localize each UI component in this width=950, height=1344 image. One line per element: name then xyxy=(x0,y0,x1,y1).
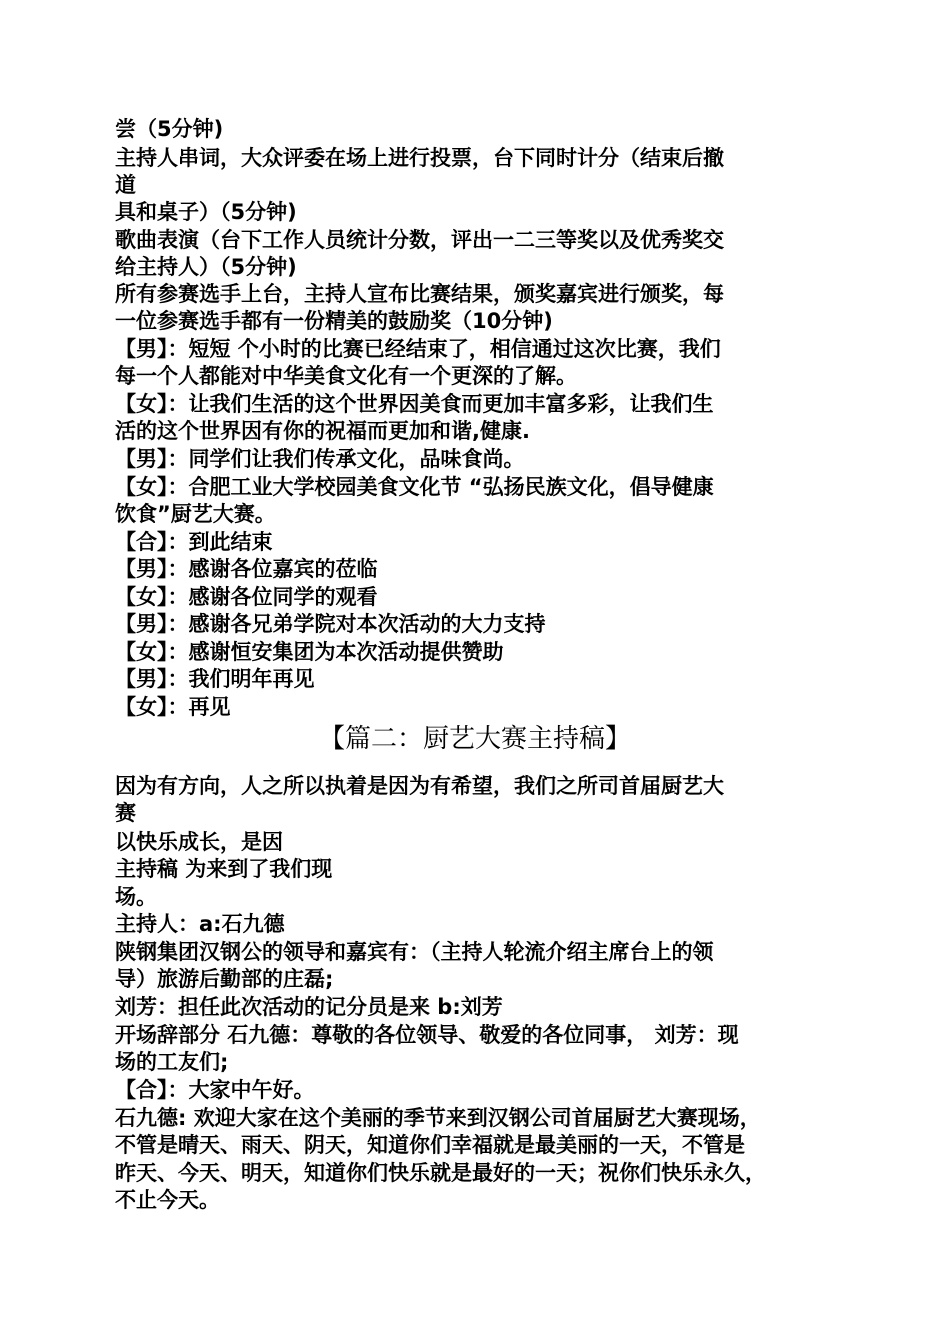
text-line: 具和桌子）（5分钟) xyxy=(115,200,297,224)
text-line: 【男】：感谢各兄弟学院对本次活动的大力支持 xyxy=(115,612,546,636)
text-line: 场的工友们; xyxy=(115,1050,229,1074)
text-line: 刘芳：担任此次活动的记分员是来 b:刘芳 xyxy=(115,995,503,1019)
text-line: 【男】：我们明年再见 xyxy=(115,667,315,691)
section-heading: 【篇二：厨艺大赛主持稿】 xyxy=(318,724,631,754)
text-line: 【男】：感谢各位嘉宾的莅临 xyxy=(115,557,378,581)
text-line: 赛 xyxy=(115,801,136,825)
text-line: 道 xyxy=(115,173,136,197)
text-line: 开场辞部分 石九德：尊敬的各位领导、敬爱的各位同事， 刘芳：现 xyxy=(115,1023,739,1047)
text-line: 主持人串词，大众评委在场上进行投票，台下同时计分（结束后撤 xyxy=(115,146,724,170)
text-line: 【女】：让我们生活的这个世界因美食而更加丰富多彩，让我们生 xyxy=(115,392,714,416)
text-line: 【合】：大家中午好。 xyxy=(115,1078,315,1102)
text-line: 以快乐成长，是因 xyxy=(115,830,283,854)
text-line: 一位参赛选手都有一份精美的鼓励奖（10分钟) xyxy=(115,309,553,333)
text-line: 导）旅游后勤部的庄磊; xyxy=(115,967,334,991)
text-line: 【合】：到此结束 xyxy=(115,530,273,554)
text-line: 不管是晴天、雨天、阴天，知道你们幸福就是最美丽的一天，不管是 xyxy=(115,1133,745,1157)
text-line: 场。 xyxy=(115,885,157,909)
text-line: 【男】：短短 个小时的比赛已经结束了，相信通过这次比赛，我们 xyxy=(115,337,721,361)
text-line: 【女】：感谢各位同学的观看 xyxy=(115,585,378,609)
text-line: 尝（5分钟) xyxy=(115,117,224,141)
text-line: 因为有方向，人之所以执着是因为有希望，我们之所司首届厨艺大 xyxy=(115,774,724,798)
text-line: 主持稿 为来到了我们现 xyxy=(115,857,333,881)
text-line: 【女】：感谢恒安集团为本次活动提供赞助 xyxy=(115,640,504,664)
text-line: 【女】：再见 xyxy=(115,695,231,719)
text-line: 主持人：a:石九德 xyxy=(115,912,285,936)
text-line: 给主持人）（5分钟) xyxy=(115,255,297,279)
text-line: 饮食”厨艺大赛。 xyxy=(115,502,276,526)
text-line: 每一个人都能对中华美食文化有一个更深的了解。 xyxy=(115,364,577,388)
text-line: 活的这个世界因有你的祝福而更加和谐,健康. xyxy=(115,419,530,443)
text-line: 陕钢集团汉钢公的领导和嘉宾有：（主持人轮流介绍主席台上的领 xyxy=(115,940,714,964)
text-line: 石九德: 欢迎大家在这个美丽的季节来到汉钢公司首届厨艺大赛现场， xyxy=(115,1106,761,1130)
text-line: 所有参赛选手上台，主持人宣布比赛结果，颁奖嘉宾进行颁奖，每 xyxy=(115,282,724,306)
text-line: 昨天、今天、明天，知道你们快乐就是最好的一天；祝你们快乐永久， xyxy=(115,1161,766,1185)
text-line: 【女】：合肥工业大学校园美食文化节 “弘扬民族文化，倡导健康 xyxy=(115,475,714,499)
text-line: 歌曲表演（台下工作人员统计分数，评出一二三等奖以及优秀奖交 xyxy=(115,228,724,252)
text-line: 不止今天。 xyxy=(115,1188,220,1212)
text-line: 【男】：同学们让我们传承文化，品味食尚。 xyxy=(115,447,525,471)
